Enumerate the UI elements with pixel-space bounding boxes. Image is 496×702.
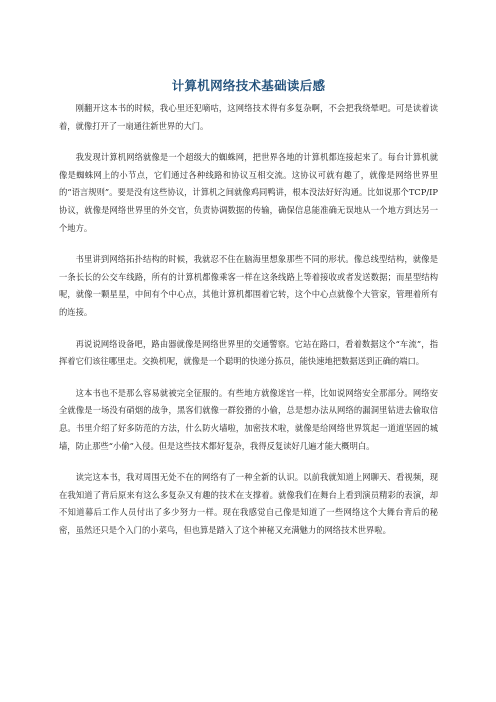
page-title: 计算机网络技术基础读后感: [171, 78, 326, 93]
paragraph-3: 书里讲到网络拓扑结构的时候，我就忍不住在脑海里想象那些不同的形状。像总线型结构，就像是一条长长的公交车线路，所有的计算机都像乘客一样在这条线路上等着接收或者发送数据；而星型结构呢，就像一颗星星，中间有个中心点，其他计算机都围着它转，这个中心点就像个大管家，管理着所有的连接。: [59, 254, 438, 317]
paragraph-1: 刚翻开这本书的时候，我心里还犯嘀咕，这网络技术得有多复杂啊，不会把我绕晕吧。可是读着读着，就像打开了一扇通往新世界的大门。: [59, 103, 438, 131]
paragraph-6: 读完这本书，我对周围无处不在的网络有了一种全新的认识。以前我就知道上网聊天、看视频，现在我知道了背后原来有这么多复杂又有趣的技术在支撑着。就像我们在舞台上看到演员精彩的表演，却不知道幕后工作人员付出了多少努力一样。现在我感觉自己像是知道了一些网络这个大舞台背后的秘密，虽然还只是个入门的小菜鸟，但也算是踏入了这个神秘又充满魅力的网络技术世界啦。: [59, 472, 438, 535]
paragraph-5: 这本书也不是那么容易就被完全征服的。有些地方就像迷宫一样，比如说网络安全那部分。网络安全就像是一场没有硝烟的战争，黑客们就像一群狡猾的小偷，总是想办法从网络的漏洞里钻进去偷取信息。书里介绍了好多防范的方法，什么防火墙啦，加密技术啦，就像是给网络世界筑起一道道坚固的城墙，防止那些“小偷”入侵。但是这些技术都好复杂，我得反复读好几遍才能大概明白。: [59, 387, 438, 451]
paragraph-4: 再说说网络设备吧，路由器就像是网络世界里的交通警察。它站在路口，看着数据这个“车流”，指挥着它们该往哪里走。交换机呢，就像是一个聪明的快递分拣员，能快速地把数据送到正确的端口。: [59, 338, 438, 367]
paragraph-2: 我发现计算机网络就像是一个超级大的蜘蛛网，把世界各地的计算机都连接起来了。每台计算机就像是蜘蛛网上的小节点，它们通过各种线路和协议互相交流。这协议可就有趣了，就像是网络世界里的“语言规则”。要是没有这些协议，计算机之间就像鸡同鸭讲，根本没法好好沟通。比如说那个TCP/IP协议，就像是网络世界里的外交官，负责协调数据的传输，确保信息能准确无误地从一个地方到达另一个地方。: [59, 152, 438, 233]
document-body: [59, 100, 438, 539]
